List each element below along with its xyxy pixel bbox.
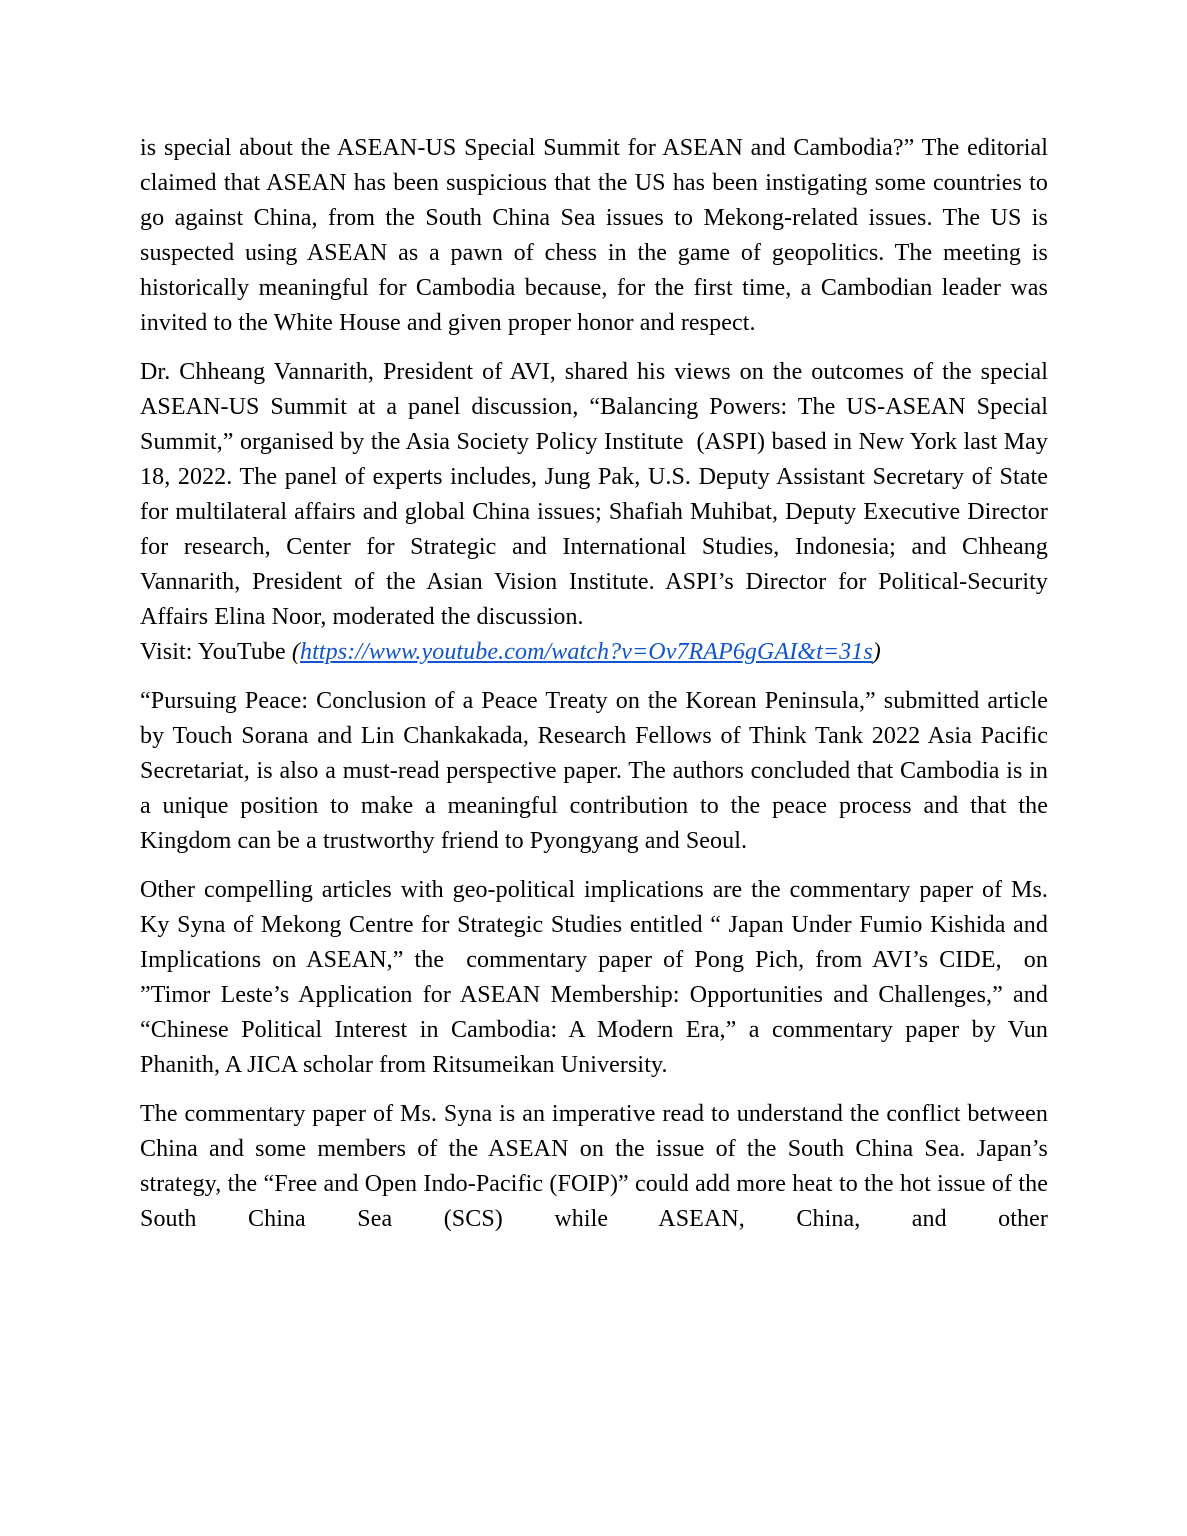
- paragraph-asean-us-summit: is special about the ASEAN-US Special Summit for ASEAN and Cambodia?” The editorial claimed that ASEAN has been suspicious that the US has been instigating some countries to go against China, from the South China Sea issues to Mekong-related issues. The US is suspected using ASEAN as a pawn of chess in the game of geopolitics. The meeting is historically meaningful for Cambodia because, for the first time, a Cambodian leader was invited to the White House and given proper honor and respect.: [140, 135, 1048, 336]
- link-close-paren: ): [872, 639, 881, 665]
- visit-youtube-label: Visit: YouTube: [140, 639, 292, 665]
- youtube-hyperlink[interactable]: https://www.youtube.com/watch?v=Ov7RAP6gGAI&t=31s: [300, 639, 873, 665]
- paragraph-text: Dr. Chheang Vannarith, President of AVI, shared his views on the outcomes of the special ASEAN-US Summit at a panel discussion, “Balancing Powers: The US-ASEAN Special Summit,” organised by the Asia Society Policy Institute (ASPI) based in New York last May 18, 2022. The panel of experts includes, Jung Pak, U.S. Deputy Assistant Secretary of State for multilateral affairs and global China issues; Shafiah Muhibat, Deputy Executive Director for research, Center for Strategic and International Studies, Indonesia; and Chheang Vannarith, President of the Asian Vision Institute. ASPI’s Director for Political-Security Affairs Elina Noor, moderated the discussion.: [140, 359, 1048, 630]
- link-open-paren: (: [291, 639, 301, 665]
- paragraph-panel-discussion: [140, 355, 1048, 670]
- paragraph-syna-commentary: The commentary paper of Ms. Syna is an imperative read to understand the conflict between China and some members of the ASEAN on the issue of the South China Sea. Japan’s strategy, the “Free and Open Indo-Pacific (FOIP)” could add more heat to the hot issue of the South China Sea (SCS) while ASEAN, China, and other: [140, 1101, 1048, 1232]
- paragraph-pursuing-peace: “Pursuing Peace: Conclusion of a Peace Treaty on the Korean Peninsula,” submitted article by Touch Sorana and Lin Chankakada, Research Fellows of Think Tank 2022 Asia Pacific Secretariat, is also a must-read perspective paper. The authors concluded that Cambodia is in a unique position to make a meaningful contribution to the peace process and that the Kingdom can be a trustworthy friend to Pyongyang and Seoul.: [140, 688, 1048, 854]
- paragraph-other-articles: Other compelling articles with geo-political implications are the commentary paper of Ms. Ky Syna of Mekong Centre for Strategic Studies entitled “ Japan Under Fumio Kishida and Implications on ASEAN,” the commentary paper of Pong Pich, from AVI’s CIDE, on ”Timor Leste’s Application for ASEAN Membership: Opportunities and Challenges,” and “Chinese Political Interest in Cambodia: A Modern Era,” a commentary paper by Vun Phanith, A JICA scholar from Ritsumeikan University.: [140, 877, 1048, 1078]
